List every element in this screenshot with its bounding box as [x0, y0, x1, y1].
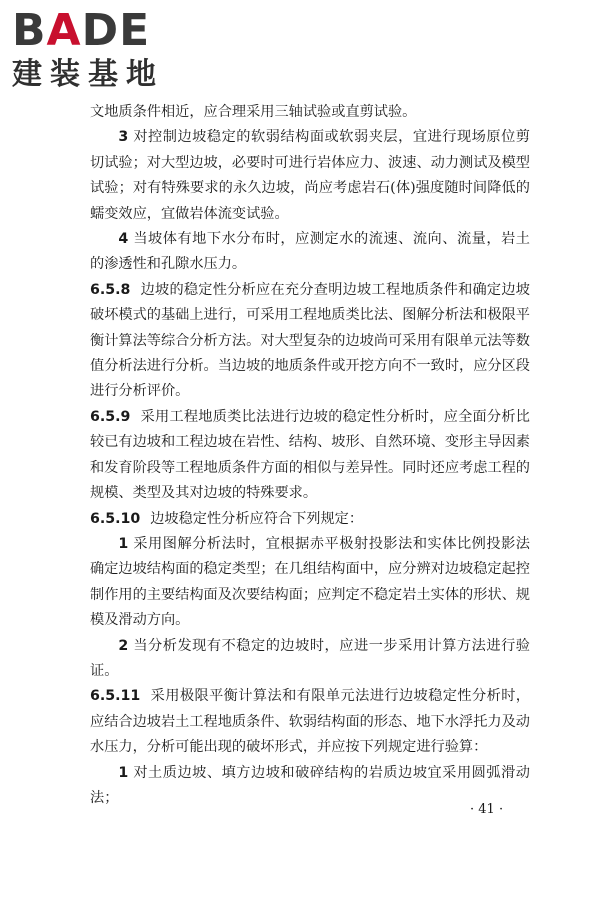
- clause-6-5-9: [90, 405, 530, 507]
- clause-6-5-11: [90, 684, 530, 760]
- logo-chinese-text: 建装基地: [12, 57, 164, 92]
- clause-text: 边坡稳定性分析应符合下列规定：: [150, 510, 364, 527]
- clause-text: 采用极限平衡计算法和有限单元法进行边坡稳定性分析时，应结合边坡岩土工程地质条件、软弱结构面的形态、地下水浮托力及动水压力，分析可能出现的破坏形式，并应按下列规定进行验算：: [90, 688, 530, 756]
- bade-logo: [12, 6, 182, 96]
- clause-6-5-8: [90, 278, 530, 405]
- paragraph-text: 文地质条件相近，应合理采用三轴试验或直剪试验。: [90, 104, 417, 120]
- item-number: 1: [118, 764, 129, 781]
- clause-text: 边坡的稳定性分析应在充分查明边坡工程地质条件和确定边坡破坏模式的基础上进行，可采用工程地质类比法、图解分析法和极限平衡计算法等综合分析方法。对大型复杂的边坡尚可采用有限单元法等数值分析法进行分析。当边坡的地质条件或开挖方向不一致时，应分区段进行分析评价。: [90, 281, 530, 400]
- logo-letter-a: A: [46, 5, 82, 56]
- item-2: [90, 634, 530, 685]
- clause-6-5-10: [90, 507, 530, 532]
- item-3: [90, 125, 530, 227]
- clause-number: 6.5.8: [90, 281, 131, 298]
- item-text: 对土质边坡、填方边坡和破碎结构的岩质边坡宜采用圆弧滑动法；: [90, 764, 530, 806]
- item-1-circular-slip: [90, 761, 530, 812]
- page-number: · 41 ·: [470, 802, 504, 817]
- clause-number: 6.5.10: [90, 510, 141, 527]
- item-1: [90, 532, 530, 634]
- item-4: [90, 227, 530, 278]
- document-body: [90, 100, 530, 811]
- clause-number: 6.5.9: [90, 408, 131, 425]
- item-text: 对控制边坡稳定的软弱结构面或软弱夹层，宜进行现场原位剪切试验；对大型边坡，必要时可进行岩体应力、波速、动力测试及模型试验；对有特殊要求的永久边坡，尚应考虑岩石(体)强度随时间降低的蠕变效应，宜做岩体流变试验。: [90, 129, 530, 222]
- item-text: 当分析发现有不稳定的边坡时，应进一步采用计算方法进行验证。: [90, 637, 530, 679]
- clause-text: 采用工程地质类比法进行边坡的稳定性分析时，应全面分析比较已有边坡和工程边坡在岩性、结构、坡形、自然环境、变形主导因素和发育阶段等工程地质条件方面的相似与差异性。同时还应考虑工程的规模、类型及其对边坡的特殊要求。: [90, 408, 530, 502]
- item-number: 3: [118, 129, 129, 146]
- logo-letter-b: B: [12, 5, 47, 56]
- item-number: 4: [118, 231, 129, 248]
- item-text: 当坡体有地下水分布时，应测定水的流速、流向、流量，岩土的渗透性和孔隙水压力。: [90, 231, 530, 273]
- item-number: 2: [118, 637, 129, 654]
- logo-letter-d: D: [81, 5, 120, 56]
- clause-number: 6.5.11: [90, 688, 141, 705]
- paragraph-continuation: [90, 100, 530, 125]
- item-text: 采用图解分析法时，宜根据赤平极射投影法和实体比例投影法确定边坡结构面的稳定类型；在几组结构面中，应分辨对边坡稳定起控制作用的主要结构面及次要结构面；应判定不稳定岩土实体的形状、规模及滑动方向。: [90, 535, 530, 629]
- logo-letter-e: E: [119, 5, 151, 56]
- item-number: 1: [118, 535, 129, 552]
- logo-wordmark: [12, 6, 182, 56]
